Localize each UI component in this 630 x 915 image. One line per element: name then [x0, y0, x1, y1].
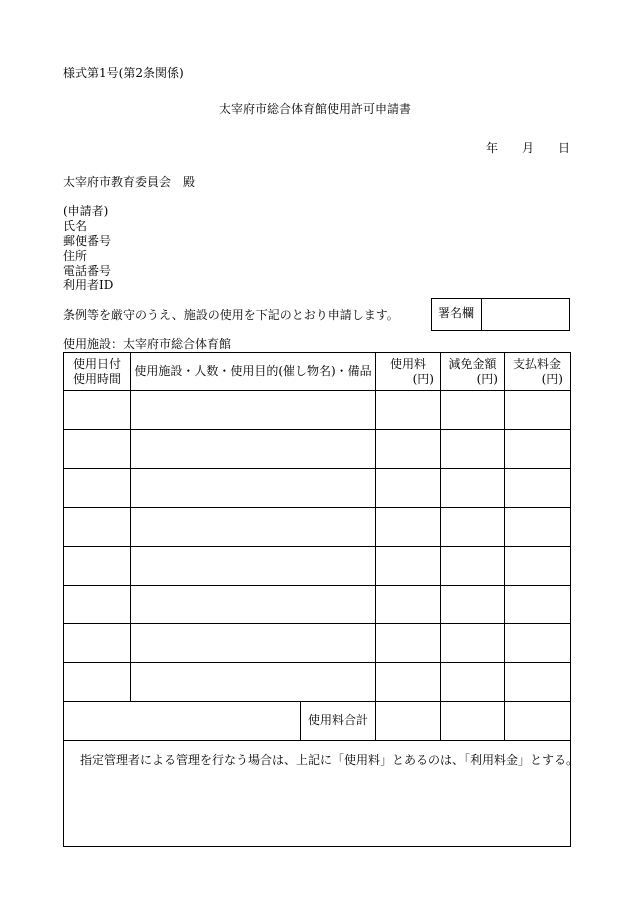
table-hline	[63, 701, 570, 702]
header-discount	[441, 357, 504, 387]
header-payment-line1: 支払料金	[512, 357, 561, 371]
header-discount-line1: 減免金額	[448, 357, 497, 371]
form-number: 様式第1号(第2条関係)	[63, 66, 184, 80]
phone-label: 電話番号	[63, 264, 112, 278]
header-date-line1: 使用日付	[72, 357, 121, 371]
header-fee-line2: (円)	[412, 372, 434, 386]
addressee: 太宰府市教育委員会 殿	[63, 175, 196, 189]
signature-field[interactable]	[482, 299, 569, 331]
table-row[interactable]	[64, 391, 569, 429]
table-row[interactable]	[64, 547, 569, 585]
form-title: 太宰府市総合体育館使用許可申請書	[218, 102, 411, 116]
date-year: 年	[486, 141, 499, 155]
header-date-line2: 使用時間	[72, 372, 121, 386]
table-row[interactable]	[64, 586, 569, 623]
header-payment-line2: (円)	[541, 372, 563, 386]
date-day: 日	[558, 141, 571, 155]
table-row[interactable]	[64, 508, 569, 546]
table-row[interactable]	[64, 663, 569, 701]
header-payment	[505, 357, 569, 387]
signature-label: 署名欄	[437, 306, 474, 320]
date-month: 月	[522, 141, 535, 155]
applicant-heading: (申請者)	[63, 204, 109, 218]
table-hline	[63, 740, 570, 741]
total-label: 使用料合計	[307, 713, 368, 727]
user-id-label: 利用者ID	[63, 278, 114, 292]
table-row[interactable]	[64, 469, 569, 507]
header-fee-line1: 使用料	[389, 357, 426, 371]
header-discount-line2: (円)	[476, 372, 498, 386]
table-row[interactable]	[64, 430, 569, 468]
note-text: 指定管理者による管理を行なう場合は、上記に「使用料」とあるのは、「利用料金」とする。	[80, 753, 579, 767]
address-label: 住所	[63, 249, 88, 263]
declaration-text: 条例等を厳守のうえ、施設の使用を下記のとおり申請します。	[63, 308, 399, 322]
header-detail: 使用施設・人数・使用目的(催し物名)・備品	[134, 364, 372, 378]
facility-line: 使用施設：太宰府市総合体育館	[63, 337, 232, 351]
postal-code-label: 郵便番号	[63, 234, 112, 248]
header-fee	[376, 357, 440, 387]
table-row[interactable]	[64, 624, 569, 662]
name-label: 氏名	[63, 219, 88, 233]
header-date	[64, 357, 130, 387]
